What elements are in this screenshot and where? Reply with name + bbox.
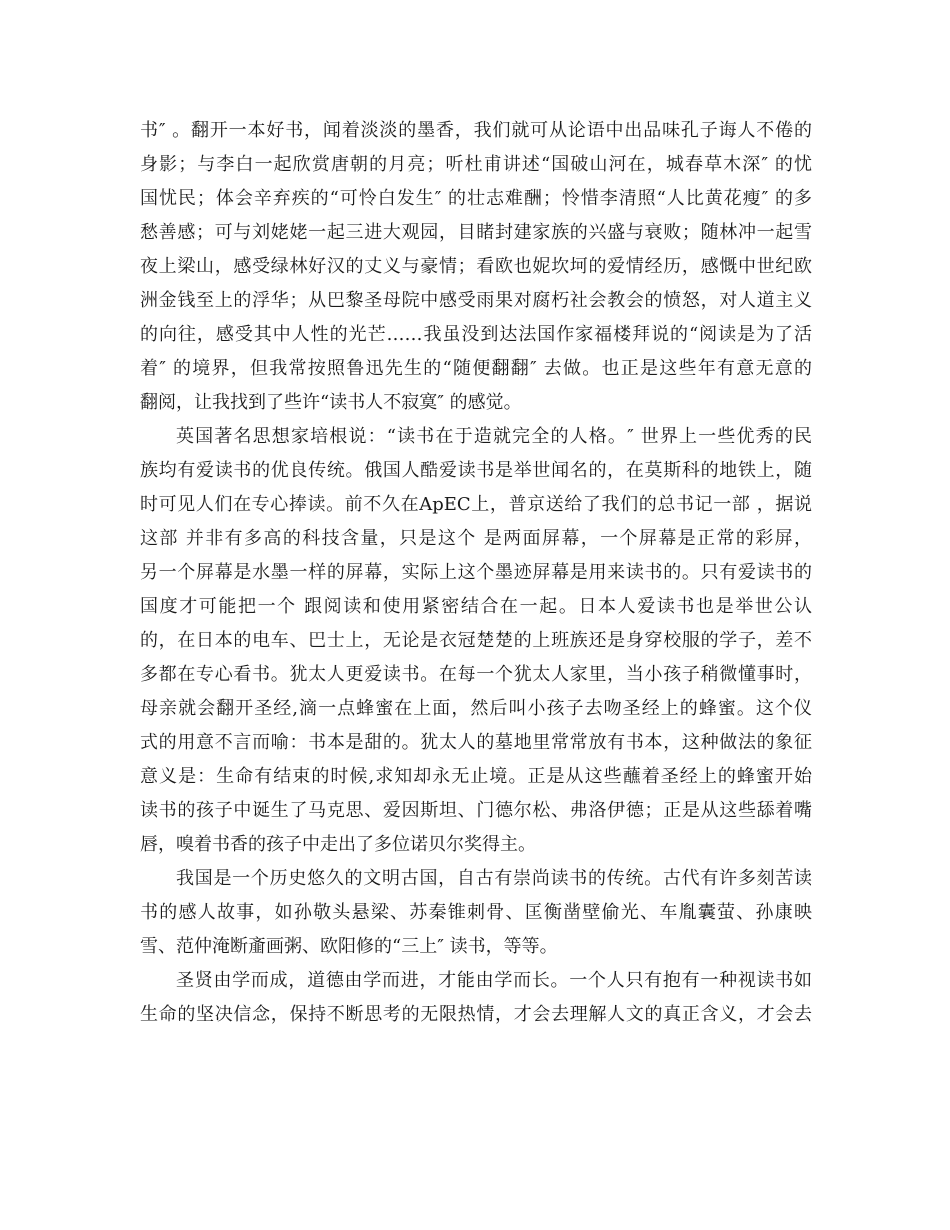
text-line: 夜上梁山，感受绿林好汉的丈义与豪情；看欧也妮坎坷的爱情经历，感慨中世纪欧 — [140, 256, 812, 277]
document-body — [140, 114, 812, 1032]
text-line: 这部 并非有多高的科技含量，只是这个 是两面屏幕，一个屏幕是正常的彩屏， — [140, 528, 812, 549]
text-line: 我国是一个历史悠久的文明古国，自古有崇尚读书的传统。古代有许多刻苦读 — [176, 868, 812, 889]
text-line: 生命的坚决信念，保持不断思考的无限热情，才会去理解人文的真正含义，才会去 — [140, 1004, 812, 1025]
text-line: 时可见人们在专心捧读。前不久在ApEC上，普京送给了我们的总书记一部 ，据说 — [140, 494, 812, 515]
text-line: 意义是：生命有结束的时候,求知却永无止境。正是从这些蘸着圣经上的蜂蜜开始 — [140, 766, 812, 787]
text-line: 唇，嗅着书香的孩子中走出了多位诺贝尔奖得主。 — [140, 834, 536, 855]
text-line: 的向往，感受其中人性的光芒……我虽没到达法国作家福楼拜说的“阅读是为了活 — [140, 324, 812, 345]
text-line: 另一个屏幕是水墨一样的屏幕，实际上这个墨迹屏幕是用来读书的。只有爱读书的 — [140, 562, 812, 583]
text-line: 国忧民；体会辛弃疾的“可怜白发生″ 的壮志难酬；怜惜李清照“人比黄花瘦″ 的多 — [140, 188, 812, 209]
text-line: 族均有爱读书的优良传统。俄国人酷爱读书是举世闻名的，在莫斯科的地铁上，随 — [140, 460, 812, 481]
text-line: 书的感人故事，如孙敬头悬梁、苏秦锥刺骨、匡衡凿壁偷光、车胤囊萤、孙康映 — [140, 902, 812, 923]
text-line: 翻阅，让我找到了些许“读书人不寂寞″ 的感觉。 — [140, 392, 522, 413]
text-line: 式的用意不言而喻：书本是甜的。犹太人的墓地里常常放有书本，这种做法的象征 — [140, 732, 812, 753]
paragraph — [140, 964, 812, 1032]
text-line: 愁善感；可与刘姥姥一起三进大观园，目睹封建家族的兴盛与衰败；随林冲一起雪 — [140, 222, 812, 243]
text-line: 母亲就会翻开圣经,滴一点蜂蜜在上面，然后叫小孩子去吻圣经上的蜂蜜。这个仪 — [140, 698, 812, 719]
text-line: 英国著名思想家培根说：“读书在于造就完全的人格。″ 世界上一些优秀的民 — [176, 426, 812, 447]
paragraph — [140, 420, 812, 862]
text-line: 身影；与李白一起欣赏唐朝的月亮；听杜甫讲述“国破山河在，城春草木深″ 的忧 — [140, 154, 812, 175]
paragraph — [140, 114, 812, 420]
text-line: 圣贤由学而成，道德由学而进，才能由学而长。一个人只有抱有一种视读书如 — [176, 970, 812, 991]
text-line: 着″ 的境界，但我常按照鲁迅先生的“随便翻翻″ 去做。也正是这些年有意无意的 — [140, 358, 812, 379]
text-line: 读书的孩子中诞生了马克思、爱因斯坦、门德尔松、弗洛伊德；正是从这些舔着嘴 — [140, 800, 812, 821]
paragraph — [140, 862, 812, 964]
text-line: 国度才可能把一个 跟阅读和使用紧密结合在一起。日本人爱读书也是举世公认 — [140, 596, 812, 617]
text-line: 多都在专心看书。犹太人更爱读书。在每一个犹太人家里，当小孩子稍微懂事时， — [140, 664, 812, 685]
text-line: 雪、范仲淹断齑画粥、欧阳修的“三上″ 读书，等等。 — [140, 936, 558, 957]
text-line: 的，在日本的电车、巴士上，无论是衣冠楚楚的上班族还是身穿校服的学子，差不 — [140, 630, 812, 651]
text-line: 书″ 。翻开一本好书，闻着淡淡的墨香，我们就可从论语中出品味孔子诲人不倦的 — [140, 120, 812, 141]
text-line: 洲金钱至上的浮华；从巴黎圣母院中感受雨果对腐朽社会教会的愤怒，对人道主义 — [140, 290, 812, 311]
